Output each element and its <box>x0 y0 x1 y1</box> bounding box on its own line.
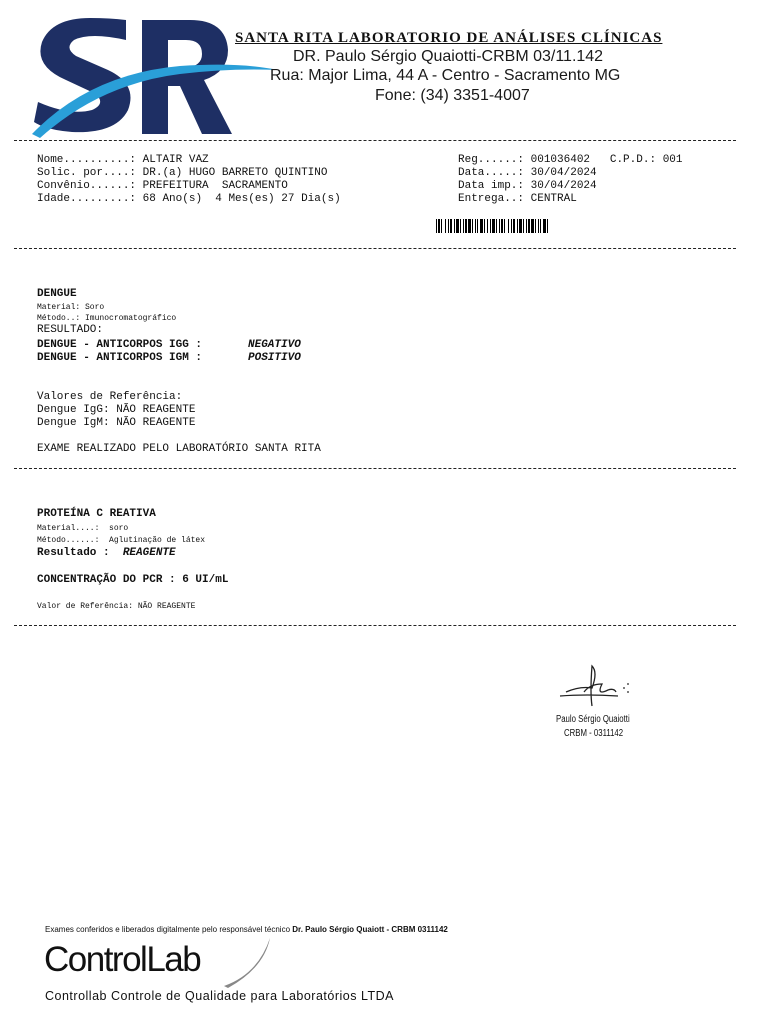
date-label: Data.....: <box>458 167 525 179</box>
pcr-result-value: REAGENTE <box>122 547 176 559</box>
age-label: Idade.........: <box>37 193 137 205</box>
patient-name-label: Nome..........: <box>37 154 137 166</box>
dengue-method: Método..: Imunocromatográfico <box>37 314 177 323</box>
cpd-number: 001 <box>662 154 683 166</box>
footer-note-signer: Dr. Paulo Sérgio Quaiott - CRBM 0311142 <box>292 925 448 934</box>
print-date-label: Data imp.: <box>458 180 525 192</box>
dengue-ref-igg: Dengue IgG: NÃO REAGENTE <box>37 404 196 416</box>
controllab-swoosh-icon <box>218 934 274 990</box>
pcr-reference: Valor de Referência: NÃO REAGENTE <box>37 602 196 611</box>
dengue-igm-value: POSITIVO <box>248 352 301 364</box>
divider <box>14 625 736 626</box>
dengue-material: Material: Soro <box>37 303 105 312</box>
dengue-result-heading: RESULTADO: <box>37 324 104 336</box>
pcr-concentration: CONCENTRAÇÃO DO PCR : 6 UI/mL <box>37 574 229 586</box>
delivery-row <box>458 193 577 206</box>
age-row <box>37 193 341 206</box>
patient-age: 68 Ano(s) 4 Mes(es) 27 Dia(s) <box>142 193 341 205</box>
dengue-igg-label: DENGUE - ANTICORPOS IGG : <box>37 339 203 351</box>
footer-note-text: Exames conferidos e liberados digitalmente pelo responsável técnico <box>45 925 291 934</box>
reg-label: Reg......: <box>458 154 525 166</box>
dengue-igm-label: DENGUE - ANTICORPOS IGM : <box>37 352 203 364</box>
print-date: 30/04/2024 <box>530 180 597 192</box>
footer-company: Controllab Controle de Qualidade para Laboratórios LTDA <box>45 989 394 1003</box>
cpd-label: C.P.D.: <box>609 154 657 166</box>
handwritten-signature <box>556 662 638 712</box>
insurance-row <box>37 180 288 193</box>
insurance-label: Convênio......: <box>37 180 137 192</box>
dengue-igg-value: NEGATIVO <box>248 339 301 351</box>
pcr-result-row <box>37 547 176 560</box>
pcr-result-label: Resultado : <box>37 547 110 559</box>
requester-name: DR.(a) HUGO BARRETO QUINTINO <box>142 167 328 179</box>
footer-release-note <box>45 925 448 934</box>
dengue-ref-igm: Dengue IgM: NÃO REAGENTE <box>37 417 196 429</box>
dengue-ref-heading: Valores de Referência: <box>37 391 183 403</box>
date-row <box>458 167 597 180</box>
patient-name: ALTAIR VAZ <box>142 154 209 166</box>
reg-number: 001036402 <box>530 154 591 166</box>
signer-registry: CRBM - 0311142 <box>564 728 624 739</box>
divider <box>14 248 736 249</box>
lab-address: Rua: Major Lima, 44 A - Centro - Sacramento MG <box>270 67 621 84</box>
pcr-title: PROTEÍNA C REATIVA <box>37 508 156 520</box>
dengue-lab-note: EXAME REALIZADO PELO LABORATÓRIO SANTA RITA <box>37 443 321 455</box>
divider <box>14 140 736 141</box>
lab-name: SANTA RITA LABORATORIO DE ANÁLISES CLÍNICAS <box>235 30 663 46</box>
patient-name-row <box>37 154 209 167</box>
pcr-method: Método......: Aglutinação de látex <box>37 536 206 545</box>
requester-label: Solic. por....: <box>37 167 137 179</box>
lab-responsible: DR. Paulo Sérgio Quaiotti-CRBM 03/11.142 <box>293 48 604 65</box>
collection-date: 30/04/2024 <box>530 167 597 179</box>
print-date-row <box>458 180 597 193</box>
controllab-logo: ControlLab <box>44 940 201 979</box>
lab-phone: Fone: (34) 3351-4007 <box>375 87 530 104</box>
signer-name: Paulo Sérgio Quaiotti <box>556 714 630 725</box>
pcr-material: Material....: soro <box>37 524 129 533</box>
divider <box>14 468 736 469</box>
delivery-location: CENTRAL <box>530 193 577 205</box>
barcode <box>436 219 550 233</box>
requester-row <box>37 167 327 180</box>
reg-row <box>458 154 683 167</box>
delivery-label: Entrega..: <box>458 193 525 205</box>
insurance-name: PREFEITURA SACRAMENTO <box>142 180 288 192</box>
dengue-title: DENGUE <box>37 288 77 300</box>
